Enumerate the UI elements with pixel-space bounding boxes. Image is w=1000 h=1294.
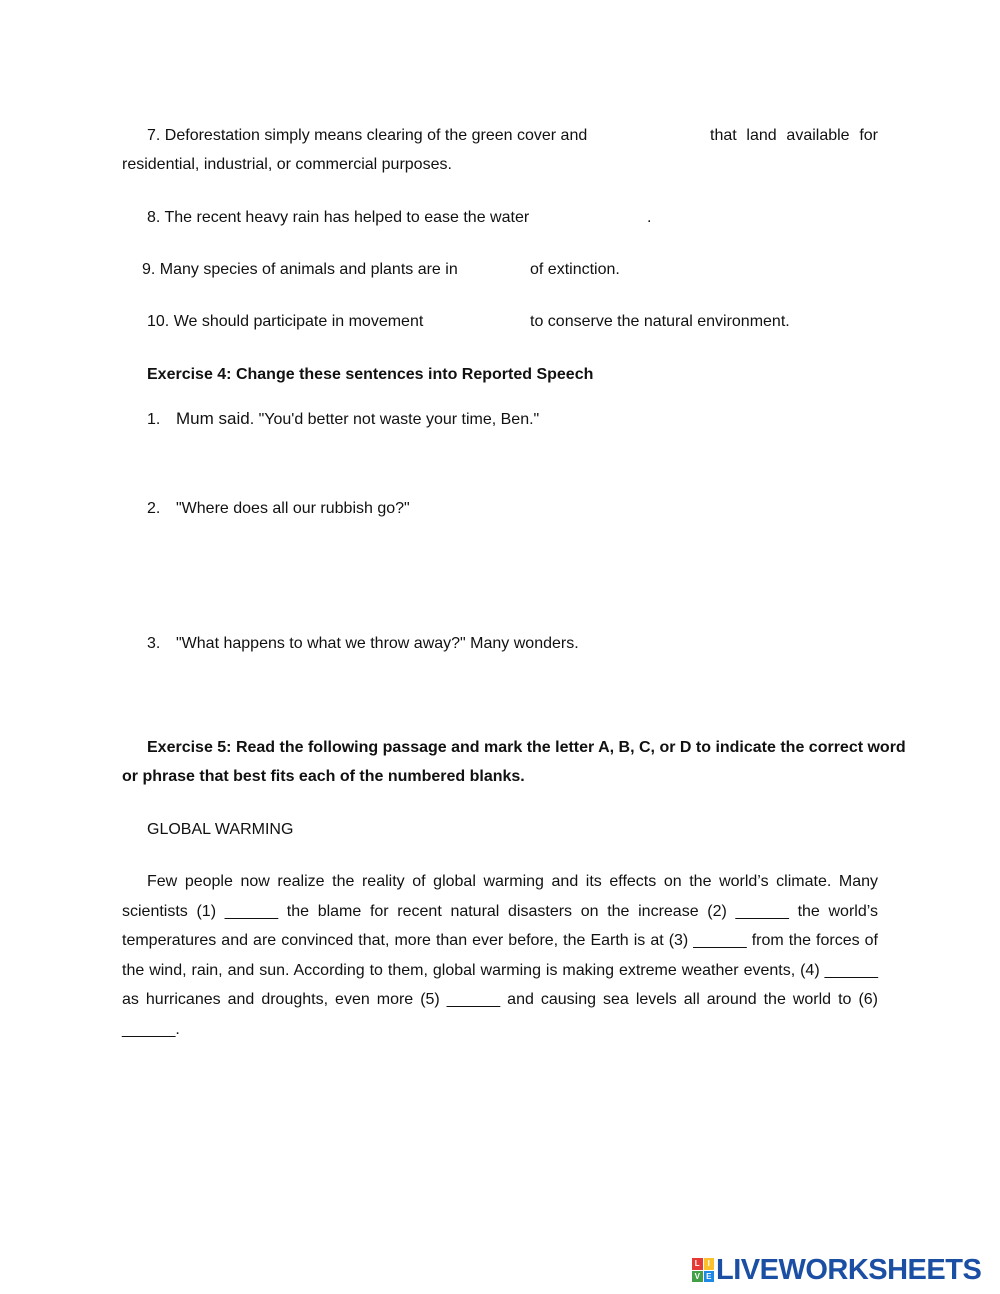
q8-answer-input[interactable] xyxy=(542,206,646,230)
exercise4-item-1 xyxy=(176,409,539,430)
logo-text: LIVEWORKSHEETS xyxy=(716,1253,982,1286)
exercise4-answer-2[interactable] xyxy=(122,530,882,624)
exercise4-item-3-text: "What happens to what we throw away?" Many wonders. xyxy=(176,635,579,652)
exercise4-answer-3[interactable] xyxy=(122,664,882,728)
q7-answer-input[interactable] xyxy=(604,124,706,148)
exercise4-item-1-lead: Mum said xyxy=(176,409,250,428)
passage-text: Few people now realize the reality of global warming and its effects on the world’s climate. Many scientists (1) ______ the blame for recent natural disasters on the increase (2) ______ the world’s temperatures and are convinced that, more than ever before, the Earth is at (3) ______ from the forces of the wind, rain, and sun. According to them, global warming is making extreme weather events, (4) ______ as hurricanes and droughts, even more (5) ______ and causing sea levels all around the world to (6) ______. xyxy=(122,873,878,1038)
q7-text-after: that land available for xyxy=(710,127,878,144)
exercise4-item-3-number: 3. xyxy=(147,635,161,652)
q10-text-after: to conserve the natural environment. xyxy=(530,313,790,330)
logo-mark-letter-l: L xyxy=(692,1258,703,1270)
logo-mark-letter-v: V xyxy=(692,1271,703,1283)
q10-answer-input[interactable] xyxy=(440,310,526,334)
exercise4-item-1-text: . "You'd better not waste your time, Ben." xyxy=(249,411,540,428)
passage-title: GLOBAL WARMING xyxy=(147,821,294,838)
exercise4-item-1-number: 1. xyxy=(147,411,161,428)
exercise5-heading-line1: Exercise 5: Read the following passage and mark the letter A, B, C, or D to indicate the correct word xyxy=(147,739,906,756)
q7-text-continuation: residential, industrial, or commercial purposes. xyxy=(122,156,452,173)
q8-text-before: 8. The recent heavy rain has helped to ease the water xyxy=(147,209,530,226)
q9-text-before: 9. Many species of animals and plants are in xyxy=(142,261,458,278)
exercise4-item-2-number: 2. xyxy=(147,500,161,517)
q7-text-before: 7. Deforestation simply means clearing of the green cover and xyxy=(147,127,588,144)
exercise4-heading: Exercise 4: Change these sentences into Reported Speech xyxy=(147,366,594,383)
liveworksheets-logo xyxy=(692,1255,981,1285)
exercise5-heading-line2: or phrase that best fits each of the numbered blanks. xyxy=(122,768,525,785)
exercise4-answer-1[interactable] xyxy=(122,440,882,494)
exercise4-item-2-text: "Where does all our rubbish go?" xyxy=(176,500,410,517)
q9-text-after: of extinction. xyxy=(530,261,620,278)
logo-mark-letter-i: I xyxy=(704,1258,715,1270)
logo-mark-letter-e: E xyxy=(704,1271,715,1283)
q8-text-after: . xyxy=(647,209,652,226)
logo-mark-icon xyxy=(692,1258,714,1282)
q9-answer-input[interactable] xyxy=(468,258,526,282)
q10-text-before: 10. We should participate in movement xyxy=(147,313,424,330)
